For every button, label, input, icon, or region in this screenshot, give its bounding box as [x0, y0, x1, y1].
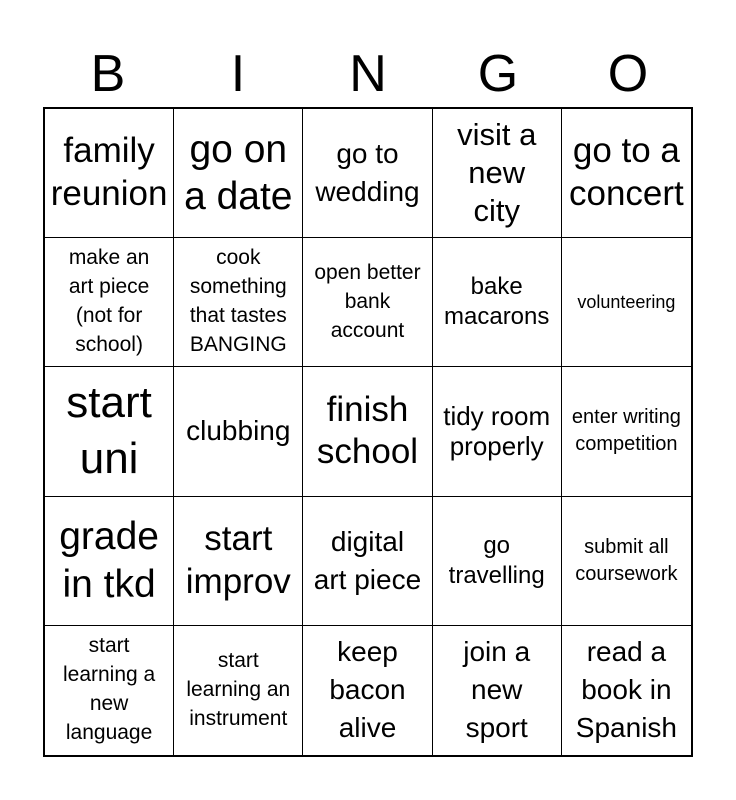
bingo-cell-text: cook something that tastes BANGING: [189, 246, 287, 357]
bingo-cell-r1c3[interactable]: [303, 109, 432, 238]
bingo-cell-text: family reunion: [50, 131, 168, 214]
bingo-cell-r5c5[interactable]: [562, 626, 691, 755]
bingo-cell-text: open better bank account: [314, 260, 421, 342]
bingo-cell-r3c2[interactable]: [174, 367, 303, 496]
bingo-cell-r5c2[interactable]: [174, 626, 303, 755]
bingo-cell-r2c1[interactable]: [45, 238, 174, 367]
bingo-cell-text: join a new sport: [463, 636, 531, 744]
bingo-cell-text: start learning a new language: [62, 634, 156, 745]
bingo-cell-r4c4[interactable]: [433, 497, 562, 626]
bingo-cell-text: keep bacon alive: [329, 636, 406, 744]
bingo-cell-r1c1[interactable]: [45, 109, 174, 238]
bingo-header: [43, 40, 693, 108]
bingo-cell-r4c1[interactable]: [45, 497, 174, 626]
bingo-cell-r3c4[interactable]: [433, 367, 562, 496]
bingo-cell-text: start uni: [66, 378, 152, 484]
bingo-cell-r1c2[interactable]: [174, 109, 303, 238]
bingo-cell-text: start learning an instrument: [186, 648, 291, 730]
bingo-cell-text: visit a new city: [457, 117, 537, 228]
bingo-cell-r2c3[interactable]: [303, 238, 432, 367]
bingo-cell-text: go on a date: [184, 127, 293, 219]
bingo-cell-r1c4[interactable]: [433, 109, 562, 238]
bingo-cell-r5c3[interactable]: [303, 626, 432, 755]
header-letter-o: O: [607, 45, 649, 103]
bingo-cell-r2c2[interactable]: [174, 238, 303, 367]
bingo-cell-r3c5[interactable]: [562, 367, 691, 496]
bingo-cell-text: tidy room properly: [443, 400, 551, 462]
bingo-cell-text: read a book in Spanish: [575, 636, 677, 744]
bingo-cell-text: make an art piece (not for school): [68, 246, 150, 357]
header-letter-g: G: [477, 45, 519, 103]
bingo-cell-r5c1[interactable]: [45, 626, 174, 755]
header-letter-b: B: [90, 45, 126, 103]
bingo-cell-r2c5[interactable]: [562, 238, 691, 367]
bingo-cell-r4c5[interactable]: [562, 497, 691, 626]
bingo-board: [43, 107, 693, 757]
header-letter-i: I: [230, 45, 246, 103]
bingo-cell-text: finish school: [316, 389, 419, 472]
bingo-cell-text: submit all coursework: [575, 535, 678, 585]
bingo-cell-text: bake macarons: [444, 273, 550, 331]
bingo-cell-r1c5[interactable]: [562, 109, 691, 238]
bingo-cell-text: enter writing competition: [571, 406, 681, 456]
bingo-cell-text: volunteering: [577, 292, 676, 313]
bingo-cell-r2c4[interactable]: [433, 238, 562, 367]
bingo-cell-text: digital art piece: [313, 525, 422, 595]
bingo-cell-r5c4[interactable]: [433, 626, 562, 755]
bingo-cell-text: grade in tkd: [59, 515, 159, 606]
bingo-cell-r3c3[interactable]: [303, 367, 432, 496]
bingo-cell-r3c1[interactable]: [45, 367, 174, 496]
bingo-cell-text: go travelling: [448, 531, 545, 589]
bingo-cell-text: go to wedding: [315, 138, 420, 208]
bingo-cell-text: start improv: [185, 519, 291, 601]
bingo-cell-r4c2[interactable]: [174, 497, 303, 626]
bingo-cell-text: clubbing: [186, 415, 291, 447]
header-letter-n: N: [349, 45, 387, 103]
bingo-cell-text: go to a concert: [569, 131, 684, 214]
bingo-cell-r4c3[interactable]: [303, 497, 432, 626]
